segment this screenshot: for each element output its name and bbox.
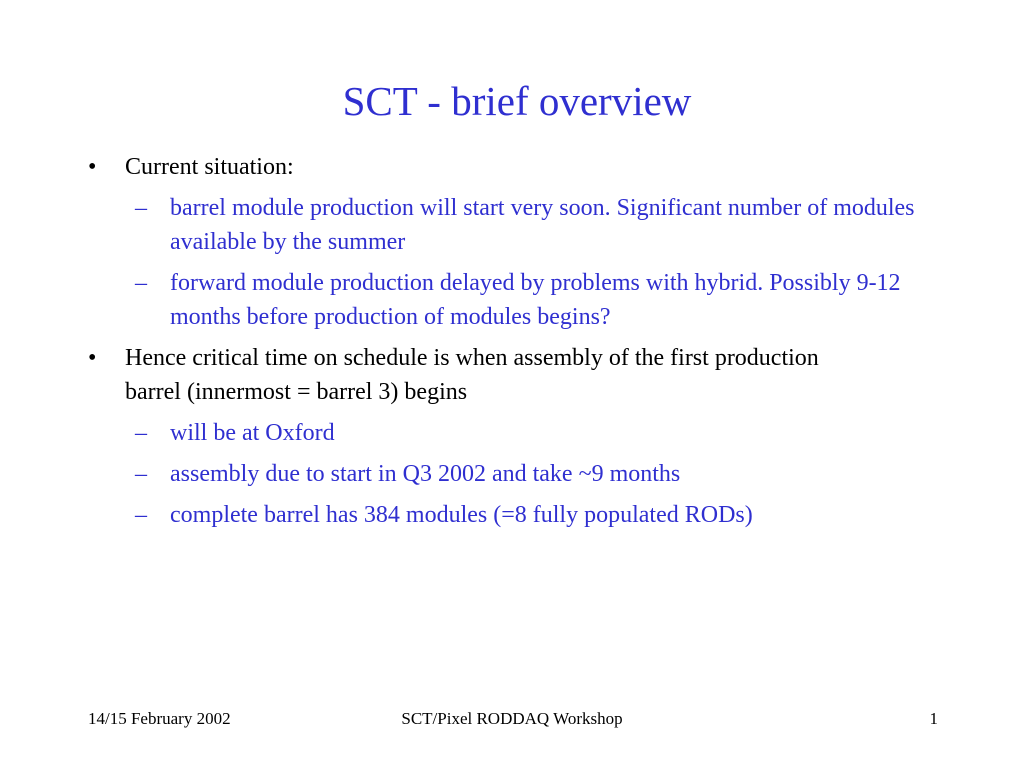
sub-bullet-text: forward module production delayed by problems with hybrid. Possibly 9-12 months before production of modules begins? — [170, 270, 901, 330]
sub-bullet-item — [0, 191, 930, 259]
dash-marker: – — [135, 195, 147, 221]
dash-marker: – — [135, 420, 147, 446]
bullet-item — [0, 150, 855, 184]
sub-bullet-text: complete barrel has 384 modules (=8 fully populated RODs) — [170, 502, 753, 528]
footer-page-number: 1 — [929, 709, 938, 728]
sub-bullet-item — [0, 457, 930, 491]
slide-content — [0, 150, 1024, 539]
sub-bullet-text: barrel module production will start very soon. Significant number of modules available by the summer — [170, 195, 915, 255]
bullet-text: Hence critical time on schedule is when assembly of the first production barrel (innermost = barrel 3) begins — [125, 345, 819, 405]
bullet-text: Current situation: — [125, 154, 294, 180]
dash-marker: – — [135, 502, 147, 528]
footer-event: SCT/Pixel RODDAQ Workshop — [401, 709, 623, 728]
sub-bullet-text: assembly due to start in Q3 2002 and take ~9 months — [170, 461, 681, 487]
dash-marker: – — [135, 270, 147, 296]
footer-date: 14/15 February 2002 — [88, 709, 231, 728]
bullet-marker: • — [88, 345, 97, 371]
sub-bullet-item — [0, 498, 930, 532]
slide-title: SCT - brief overview — [342, 78, 692, 124]
bullet-marker: • — [88, 154, 97, 180]
sub-bullet-item — [0, 266, 930, 334]
dash-marker: – — [135, 461, 147, 487]
sub-bullet-item — [0, 416, 930, 450]
sub-bullet-text: will be at Oxford — [170, 420, 335, 446]
bullet-item — [0, 341, 855, 409]
